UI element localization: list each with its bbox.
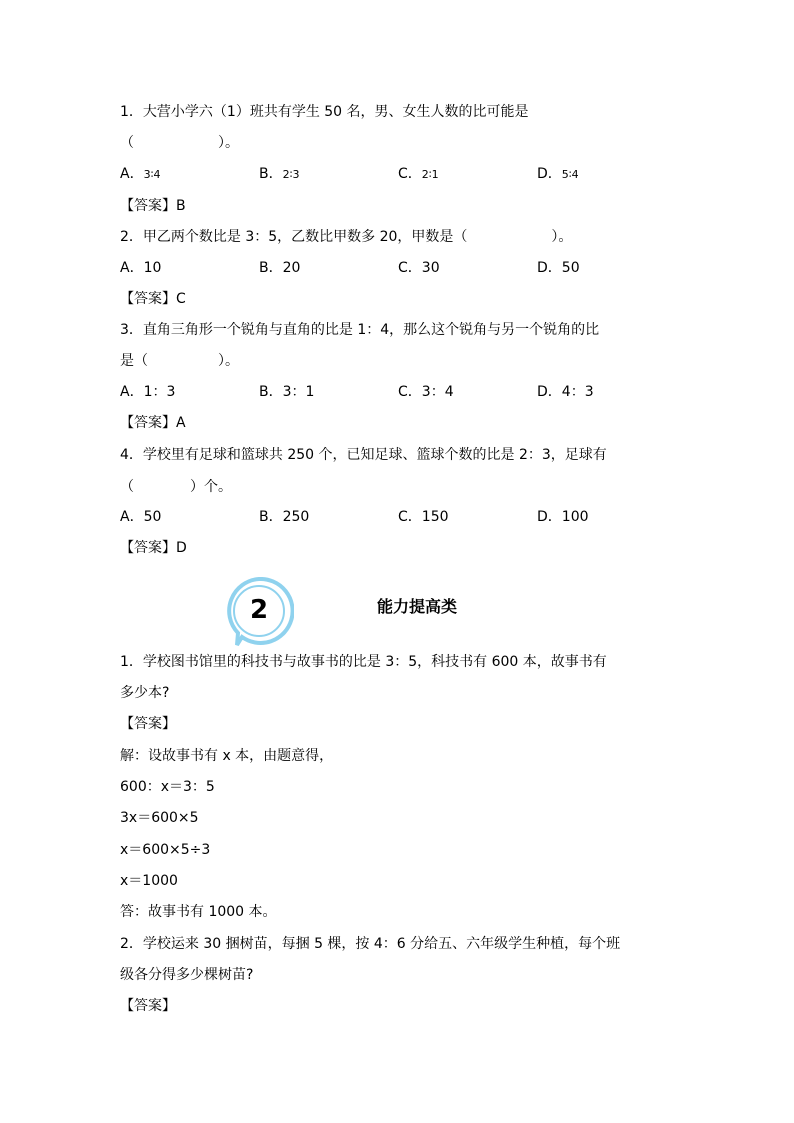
q3-option-a: A．1：3: [120, 384, 176, 400]
q3-option-c: C．3：4: [398, 384, 454, 400]
p1-solution-line: 600：x＝3：5: [120, 779, 215, 795]
p2-stem-line1: 2．学校运来 30 捆树苗，每捆 5 棵，按 4：6 分给五、六年级学生种植，每个班: [120, 936, 621, 952]
p1-conclusion: 答：故事书有 1000 本。: [120, 904, 277, 920]
p2-answer-label: 【答案】: [120, 998, 176, 1014]
q4-answer: 【答案】D: [120, 540, 187, 556]
p1-solution-line: 3x＝600×5: [120, 810, 199, 826]
q1-option-a: A．3∶4: [120, 166, 161, 182]
p1-solution-line: x＝1000: [120, 873, 178, 889]
q2-stem-line1: 2．甲乙两个数比是 3：5，乙数比甲数多 20，甲数是（ ）。: [120, 229, 573, 245]
q1-stem-line1: 1．大营小学六（1）班共有学生 50 名，男、女生人数的比可能是: [120, 104, 529, 120]
section-badge: [224, 577, 294, 647]
p1-solution-line: x＝600×5÷3: [120, 842, 211, 858]
q4-option-d: D．100: [537, 509, 589, 525]
q2-answer: 【答案】C: [120, 291, 186, 307]
q3-stem-line2: 是（ ）。: [120, 353, 239, 369]
q1-option-b: B．2∶3: [259, 166, 300, 182]
q1-answer: 【答案】B: [120, 198, 186, 214]
q4-option-a: A．50: [120, 509, 162, 525]
q4-stem-line1: 4．学校里有足球和篮球共 250 个，已知足球、篮球个数的比是 2：3，足球有: [120, 447, 607, 463]
q2-option-a: A．10: [120, 260, 162, 276]
q2-option-c: C．30: [398, 260, 440, 276]
q2-option-d: D．50: [537, 260, 580, 276]
q1-option-c: C．2∶1: [398, 166, 439, 182]
q3-option-b: B．3：1: [259, 384, 315, 400]
p1-answer-label: 【答案】: [120, 716, 176, 732]
q4-option-b: B．250: [259, 509, 310, 525]
q3-answer: 【答案】A: [120, 415, 186, 431]
q3-stem-line1: 3．直角三角形一个锐角与直角的比是 1：4，那么这个锐角与另一个锐角的比: [120, 322, 600, 338]
section-number: 2: [249, 595, 269, 625]
p2-stem-line2: 级各分得多少棵树苗?: [120, 967, 254, 983]
q1-stem-line2: （ ）。: [120, 135, 239, 151]
section-title: 能力提高类: [377, 597, 458, 616]
p1-stem-line1: 1．学校图书馆里的科技书与故事书的比是 3：5，科技书有 600 本，故事书有: [120, 654, 607, 670]
q4-stem-line2: （ ）个。: [120, 479, 232, 495]
q2-option-b: B．20: [259, 260, 301, 276]
p1-solution-line: 解：设故事书有 x 本，由题意得，: [120, 748, 334, 764]
q1-option-d: D．5∶4: [537, 166, 579, 182]
p1-stem-line2: 多少本?: [120, 685, 170, 701]
q3-option-d: D．4：3: [537, 384, 594, 400]
q4-option-c: C．150: [398, 509, 449, 525]
